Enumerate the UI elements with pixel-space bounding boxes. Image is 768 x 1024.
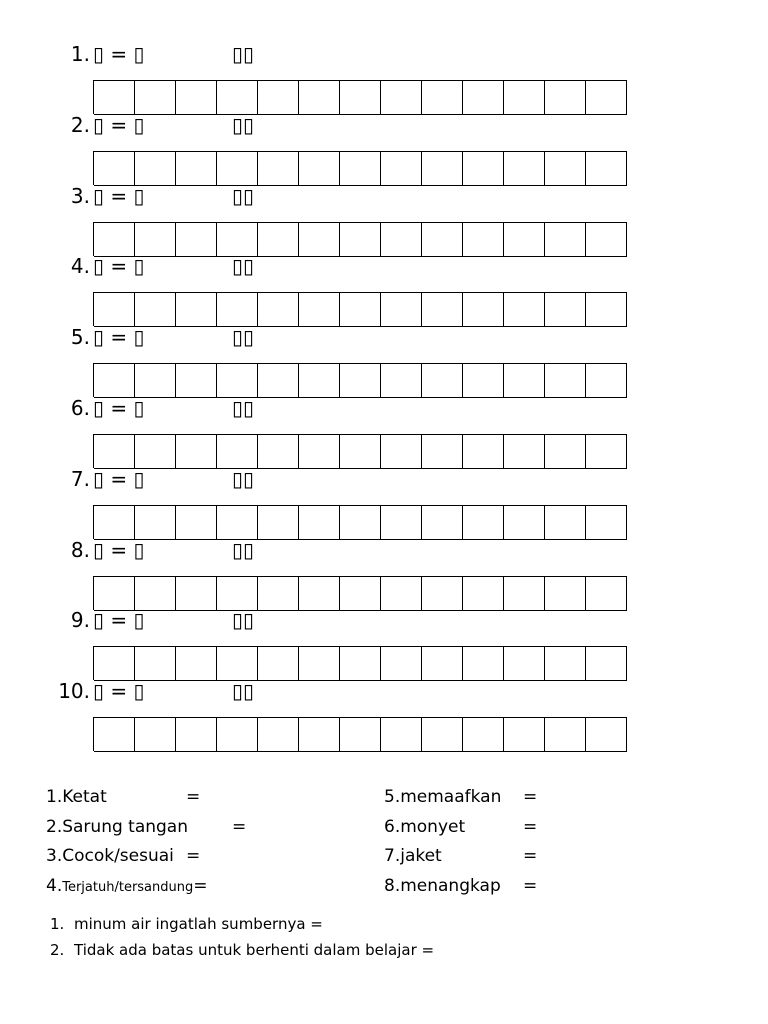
answer-cell[interactable] [94,505,135,540]
answer-cell[interactable] [422,222,463,257]
answer-cell[interactable] [504,505,545,540]
answer-cell[interactable] [299,646,340,681]
answer-cell[interactable] [299,292,340,327]
vocab-equals: = [232,817,247,837]
answer-cell[interactable] [381,505,422,540]
answer-cell[interactable] [176,434,217,469]
answer-cell[interactable] [504,576,545,611]
answer-cell[interactable] [463,434,504,469]
answer-cell[interactable] [463,292,504,327]
vocab-equals: = [523,817,538,837]
proverb-text: Tidak ada batas untuk berhenti dalam belajar = [74,941,435,959]
answer-cell[interactable] [176,363,217,398]
question-expression: ▯ = ▯ [93,325,145,349]
answer-cell[interactable] [258,222,299,257]
answer-cell[interactable] [586,80,627,115]
answer-cell[interactable] [94,222,135,257]
answer-grid [93,505,627,539]
answer-cell[interactable] [258,292,299,327]
answer-cell[interactable] [504,434,545,469]
question-number: 5. [70,325,90,349]
vocab-equals: = [193,876,208,896]
answer-cell[interactable] [422,717,463,752]
answer-cell[interactable] [381,151,422,186]
answer-cell[interactable] [504,717,545,752]
answer-cell[interactable] [463,505,504,540]
answer-cell[interactable] [340,576,381,611]
answer-cell[interactable] [586,363,627,398]
answer-grid [93,646,627,680]
answer-cell[interactable] [463,222,504,257]
answer-grid [93,434,627,468]
question-number: 8. [70,538,90,562]
answer-cell[interactable] [586,292,627,327]
answer-grid [93,717,627,751]
answer-cell[interactable] [217,717,258,752]
answer-cell[interactable] [217,434,258,469]
question-end-glyphs: ▯▯ [232,42,255,66]
question-expression: ▯ = ▯ [93,254,145,278]
answer-cell[interactable] [586,576,627,611]
vocab-item-left: 3.Cocok/sesuai [46,846,174,866]
answer-cell[interactable] [258,363,299,398]
answer-cell[interactable] [135,151,176,186]
answer-cell[interactable] [586,646,627,681]
answer-cell[interactable] [504,151,545,186]
answer-cell[interactable] [463,151,504,186]
answer-cell[interactable] [217,505,258,540]
question-expression: ▯ = ▯ [93,538,145,562]
question-end-glyphs: ▯▯ [232,254,255,278]
answer-cell[interactable] [176,151,217,186]
answer-grid [93,363,627,397]
answer-grid [93,151,627,185]
answer-cell[interactable] [340,151,381,186]
answer-cell[interactable] [545,363,586,398]
answer-cell[interactable] [545,151,586,186]
answer-cell[interactable] [422,151,463,186]
vocab-equals: = [523,787,538,807]
answer-cell[interactable] [258,80,299,115]
answer-cell[interactable] [504,292,545,327]
answer-cell[interactable] [381,576,422,611]
question-end-glyphs: ▯▯ [232,184,255,208]
answer-cell[interactable] [176,80,217,115]
answer-cell[interactable] [299,363,340,398]
answer-cell[interactable] [504,363,545,398]
question-number: 1. [70,42,90,66]
vocab-item-right: 8.menangkap [384,876,501,896]
answer-cell[interactable] [135,222,176,257]
proverb-item [50,940,434,960]
question-number: 9. [70,608,90,632]
vocab-word: Terjatuh/tersandung [62,880,194,895]
answer-cell[interactable] [258,151,299,186]
vocab-equals: = [186,787,201,807]
answer-cell[interactable] [94,292,135,327]
answer-cell[interactable] [340,363,381,398]
answer-cell[interactable] [299,576,340,611]
answer-cell[interactable] [586,151,627,186]
answer-cell[interactable] [299,717,340,752]
answer-cell[interactable] [586,434,627,469]
answer-cell[interactable] [463,576,504,611]
answer-cell[interactable] [422,292,463,327]
answer-cell[interactable] [463,80,504,115]
answer-cell[interactable] [545,80,586,115]
answer-cell[interactable] [217,576,258,611]
answer-cell[interactable] [586,717,627,752]
answer-cell[interactable] [94,717,135,752]
answer-cell[interactable] [422,505,463,540]
answer-grid [93,222,627,256]
question-number: 7. [70,467,90,491]
answer-cell[interactable] [463,363,504,398]
proverb-text: minum air ingatlah sumbernya = [74,915,323,933]
answer-cell[interactable] [176,576,217,611]
answer-cell[interactable] [299,222,340,257]
question-expression: ▯ = ▯ [93,184,145,208]
answer-cell[interactable] [94,434,135,469]
answer-cell[interactable] [258,505,299,540]
answer-cell[interactable] [94,646,135,681]
answer-cell[interactable] [258,717,299,752]
question-expression: ▯ = ▯ [93,679,145,703]
answer-cell[interactable] [94,80,135,115]
answer-cell[interactable] [545,646,586,681]
answer-cell[interactable] [176,222,217,257]
answer-cell[interactable] [381,363,422,398]
answer-cell[interactable] [340,505,381,540]
answer-cell[interactable] [299,505,340,540]
answer-cell[interactable] [94,576,135,611]
answer-cell[interactable] [545,222,586,257]
question-end-glyphs: ▯▯ [232,679,255,703]
vocab-item-right: 7.jaket [384,846,442,866]
question-number: 4. [70,254,90,278]
vocab-item-left: 2.Sarung tangan [46,817,189,837]
answer-cell[interactable] [217,292,258,327]
answer-cell[interactable] [422,434,463,469]
answer-cell[interactable] [422,80,463,115]
answer-cell[interactable] [340,292,381,327]
question-end-glyphs: ▯▯ [232,538,255,562]
question-expression: ▯ = ▯ [93,608,145,632]
question-expression: ▯ = ▯ [93,42,145,66]
vocab-equals: = [523,846,538,866]
answer-cell[interactable] [586,222,627,257]
answer-cell[interactable] [422,363,463,398]
answer-cell[interactable] [381,717,422,752]
answer-cell[interactable] [299,80,340,115]
vocab-item-right: 6.monyet [384,817,466,837]
answer-cell[interactable] [545,434,586,469]
answer-cell[interactable] [422,576,463,611]
answer-cell[interactable] [381,646,422,681]
answer-cell[interactable] [340,222,381,257]
answer-cell[interactable] [340,80,381,115]
answer-cell[interactable] [176,292,217,327]
answer-cell[interactable] [135,80,176,115]
question-number: 10. [58,679,90,703]
answer-cell[interactable] [258,576,299,611]
answer-cell[interactable] [504,222,545,257]
answer-cell[interactable] [340,434,381,469]
answer-cell[interactable] [217,222,258,257]
proverb-item [50,914,323,934]
answer-cell[interactable] [586,505,627,540]
question-number: 6. [70,396,90,420]
answer-cell[interactable] [217,80,258,115]
answer-cell[interactable] [217,363,258,398]
answer-cell[interactable] [504,646,545,681]
vocab-item-right: 5.memaafkan [384,787,502,807]
question-number: 3. [70,184,90,208]
answer-grid [93,292,627,326]
answer-cell[interactable] [176,505,217,540]
answer-cell[interactable] [258,646,299,681]
question-end-glyphs: ▯▯ [232,608,255,632]
vocab-number: 4. [46,876,63,896]
answer-cell[interactable] [381,80,422,115]
answer-cell[interactable] [545,292,586,327]
answer-cell[interactable] [545,576,586,611]
answer-cell[interactable] [463,646,504,681]
answer-cell[interactable] [258,434,299,469]
vocab-item-left [46,875,208,899]
vocab-equals: = [523,876,538,896]
answer-cell[interactable] [135,363,176,398]
answer-cell[interactable] [340,646,381,681]
answer-cell[interactable] [381,222,422,257]
answer-cell[interactable] [135,505,176,540]
answer-cell[interactable] [135,434,176,469]
answer-cell[interactable] [340,717,381,752]
answer-cell[interactable] [545,505,586,540]
answer-cell[interactable] [176,717,217,752]
answer-cell[interactable] [463,717,504,752]
proverb-number: 2. [50,941,65,959]
answer-cell[interactable] [545,717,586,752]
vocab-item-left: 1.Ketat [46,787,107,807]
answer-cell[interactable] [217,151,258,186]
answer-cell[interactable] [176,646,217,681]
answer-cell[interactable] [94,151,135,186]
proverb-number: 1. [50,915,65,933]
answer-cell[interactable] [381,434,422,469]
question-end-glyphs: ▯▯ [232,325,255,349]
answer-cell[interactable] [135,646,176,681]
vocab-equals: = [186,846,201,866]
question-expression: ▯ = ▯ [93,113,145,137]
answer-cell[interactable] [299,434,340,469]
answer-cell[interactable] [135,717,176,752]
answer-cell[interactable] [135,576,176,611]
question-end-glyphs: ▯▯ [232,467,255,491]
answer-cell[interactable] [299,151,340,186]
question-expression: ▯ = ▯ [93,396,145,420]
answer-cell[interactable] [217,646,258,681]
answer-cell[interactable] [422,646,463,681]
answer-grid [93,80,627,114]
answer-cell[interactable] [504,80,545,115]
answer-cell[interactable] [94,363,135,398]
question-expression: ▯ = ▯ [93,467,145,491]
answer-grid [93,576,627,610]
answer-cell[interactable] [135,292,176,327]
answer-cell[interactable] [381,292,422,327]
question-end-glyphs: ▯▯ [232,113,255,137]
question-end-glyphs: ▯▯ [232,396,255,420]
question-number: 2. [70,113,90,137]
